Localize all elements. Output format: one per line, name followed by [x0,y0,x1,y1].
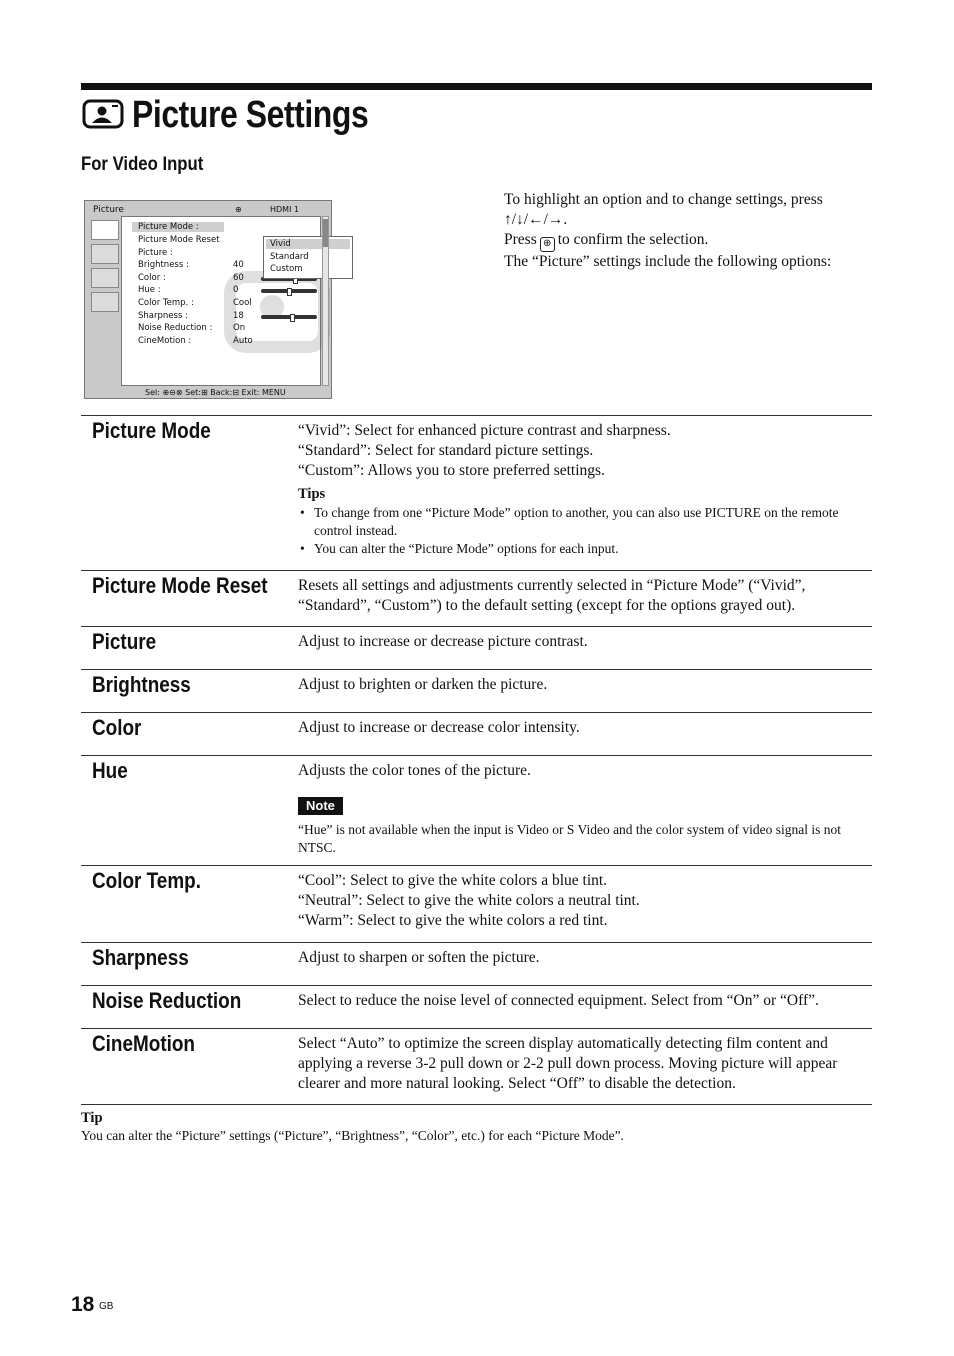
osd-menu-screenshot [84,200,332,399]
divider [81,570,872,571]
desc-line: “Warm”: Select to give the white colors a red tint. [298,912,608,929]
footer-tip-text: You can alter the “Picture” settings (“Picture”, “Brightness”, “Color”, etc.) for each “Picture Mode”. [81,1128,624,1143]
desc-hue [298,761,874,857]
divider [81,1028,872,1029]
note-badge: Note [298,797,343,815]
desc-picture-mode-reset: Resets all settings and adjustments currently selected in “Picture Mode” (“Vivid”, “Standard”, “Custom”) to the default setting (except for the options grayed out). [298,577,806,614]
osd-popup-item: Custom [270,264,303,274]
osd-source: HDMI 1 [270,205,300,214]
term-cinemotion: CineMotion [92,1031,195,1056]
intro-line: To highlight an option and to change settings, press [504,191,823,208]
osd-hue-bar [261,289,317,293]
osd-sidebar [88,216,120,386]
page-number: 18 [71,1293,95,1316]
page-title [82,92,413,138]
term-color-temp: Color Temp. [92,868,201,893]
input-icon: ⊕ [235,205,242,214]
divider [81,865,872,866]
osd-mode-popup [263,236,353,279]
note-text: “Hue” is not available when the input is Video or S Video and the color system of video signal is not NTSC. [298,822,842,855]
osd-value: 18 [233,311,244,321]
osd-value: 60 [233,273,244,283]
osd-row: Sharpness : [138,311,188,321]
divider [81,415,872,416]
osd-tab-setup-icon [91,292,119,312]
osd-row: Color : [138,273,166,283]
osd-row: Hue : [138,285,161,295]
osd-row: Brightness : [138,260,189,270]
intro-press: Press [504,231,537,248]
divider [81,942,872,943]
desc-picture: Adjust to increase or decrease picture contrast. [298,633,588,650]
osd-tab-screen-icon [91,268,119,288]
osd-sharpness-bar [261,315,317,319]
desc-color-temp [298,871,874,931]
title-rule [81,83,872,90]
osd-panel [121,216,321,386]
term-picture-mode-reset: Picture Mode Reset [92,573,268,598]
tip-item: • To change from one “Picture Mode” option to another, you can also use PICTURE on the remote control instead. [298,504,874,540]
intro-line [504,230,874,252]
desc-line: “Cool”: Select to give the white colors a blue tint. [298,872,608,889]
desc-cinemotion: Select “Auto” to optimize the screen display automatically detecting film content and applying a reverse 3-2 pull down or 2-2 pull down process. Moving picture will appear clearer and more natural looking. Select “Off” to disable the detection. [298,1035,838,1092]
osd-scrollbar [322,216,329,386]
osd-footer: Sel: ⊕⊖⊗ Set:⊞ Back:⊟ Exit: MENU [145,388,286,397]
osd-tab-sound-icon [91,244,119,264]
osd-row: Picture Mode : [132,222,224,232]
desc-sharpness: Adjust to sharpen or soften the picture. [298,949,540,966]
page-title-text: Picture Settings [132,93,369,136]
osd-row: Color Temp. : [138,298,194,308]
divider [81,755,872,756]
desc-line: “Custom”: Allows you to store preferred settings. [298,462,605,479]
footer-tip [81,1110,881,1145]
desc-color: Adjust to increase or decrease color intensity. [298,719,580,736]
intro-line: The “Picture” settings include the following options: [504,253,832,270]
desc-line: “Standard”: Select for standard picture settings. [298,442,594,459]
osd-row: Noise Reduction : [138,323,213,333]
divider [81,669,872,670]
osd-tab-picture-icon [91,220,119,240]
enter-button-icon: ⊕ [540,237,555,252]
term-noise-reduction: Noise Reduction [92,988,242,1013]
desc-picture-mode [298,421,874,558]
desc-line: “Vivid”: Select for enhanced picture contrast and sharpness. [298,422,671,439]
term-picture-mode: Picture Mode [92,418,211,443]
osd-row: Picture : [138,248,173,258]
desc-line: Adjusts the color tones of the picture. [298,762,531,779]
osd-row: CineMotion : [138,336,192,346]
osd-row: Picture Mode Reset [138,235,220,245]
desc-brightness: Adjust to brighten or darken the picture. [298,676,548,693]
picture-settings-icon [82,98,124,132]
tips-label: Tips [298,486,326,502]
term-hue: Hue [92,758,128,783]
desc-noise-reduction: Select to reduce the noise level of connected equipment. Select from “On” or “Off”. [298,992,819,1009]
term-color: Color [92,715,142,740]
divider [81,626,872,627]
osd-value: 0 [233,285,239,295]
term-picture: Picture [92,629,157,654]
osd-value: On [233,323,246,333]
footer-tip-label: Tip [81,1110,103,1126]
divider [81,985,872,986]
divider [81,1104,872,1105]
note-row [298,796,874,816]
osd-popup-item: Vivid [266,239,350,249]
osd-value: 40 [233,260,244,270]
osd-title: Picture [93,205,124,215]
osd-value: Auto [233,336,253,346]
osd-value: Cool [233,298,252,308]
intro-text [504,190,874,272]
page-suffix: GB [99,1301,114,1312]
tip-item: • You can alter the “Picture Mode” options for each input. [298,540,874,558]
term-brightness: Brightness [92,672,191,697]
intro-confirm: to confirm the selection. [557,231,709,248]
subheading: For Video Input [81,154,204,175]
intro-arrows: ↑/↓/←/→. [504,211,568,228]
osd-popup-item: Standard [270,252,309,262]
desc-line: “Neutral”: Select to give the white colors a neutral tint. [298,892,640,909]
term-sharpness: Sharpness [92,945,189,970]
divider [81,712,872,713]
